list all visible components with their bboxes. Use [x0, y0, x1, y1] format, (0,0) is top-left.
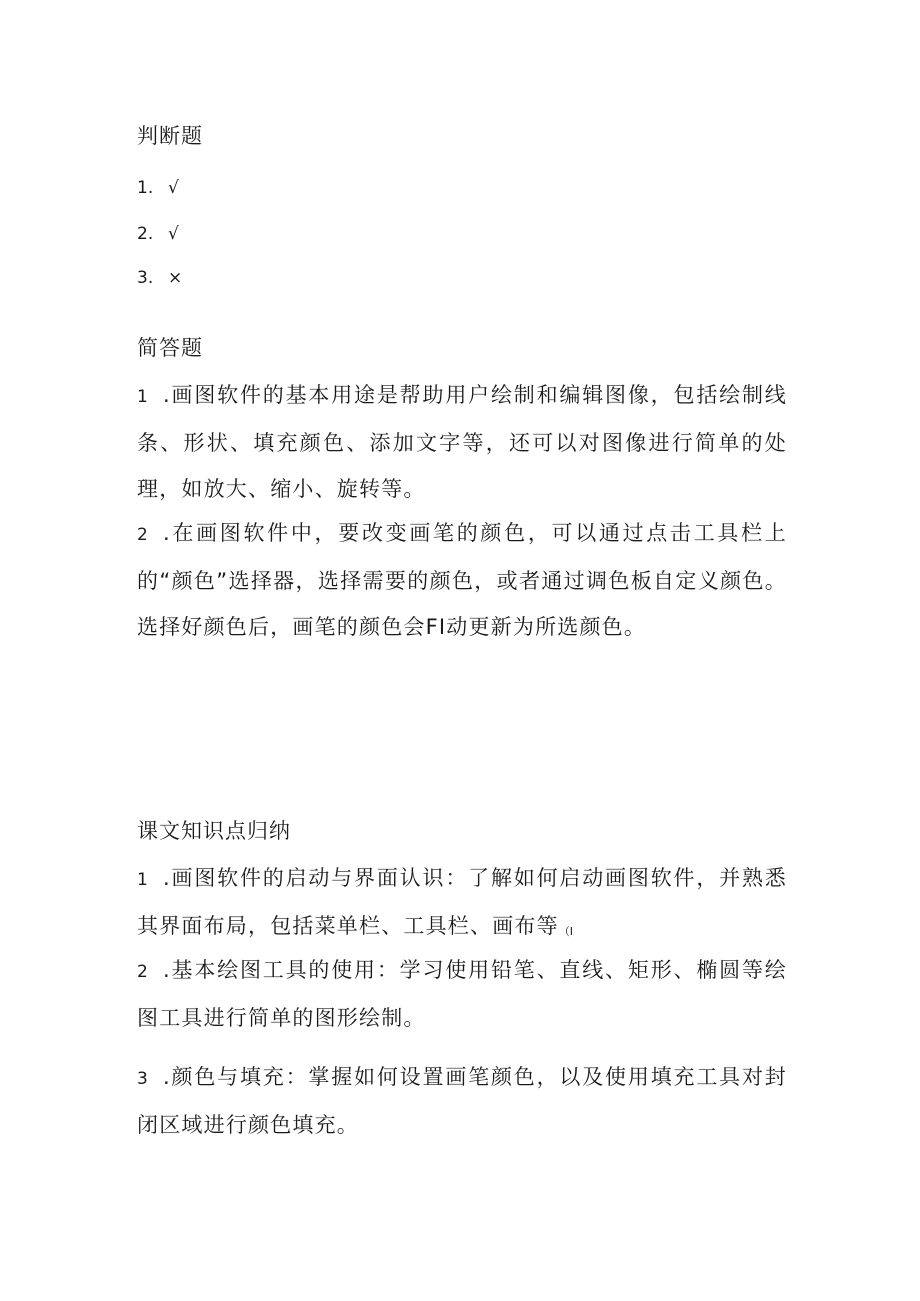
paragraph-text: .画图软件的启动与界面认识：了解如何启动画图软件，并熟悉其界面布局，包括菜单栏、工具栏、画布等: [137, 866, 787, 938]
item-number: 1: [137, 870, 150, 890]
cross-mark: ×: [168, 268, 183, 288]
judgment-item: [137, 222, 179, 246]
judgment-item: [137, 176, 179, 200]
summary-paragraph: [137, 1054, 787, 1148]
short-answer-paragraph: [137, 510, 787, 650]
short-answer-paragraph: [137, 372, 787, 512]
paragraph-tail: （I: [558, 925, 574, 938]
judgment-heading: 判断题: [137, 124, 203, 148]
summary-heading: 课文知识点归纳: [137, 819, 291, 843]
check-mark: √: [168, 224, 179, 244]
judgment-item: [137, 266, 182, 290]
item-number: 2: [137, 525, 150, 545]
summary-paragraph: [137, 947, 787, 1041]
item-number: 1: [137, 387, 150, 407]
paragraph-text: .画图软件的基本用途是帮助用户绘制和编辑图像，包括绘制线条、形状、填充颜色、添加文字等，还可以对图像进行简单的处理，如放大、缩小、旋转等。: [137, 383, 787, 501]
check-mark: √: [168, 178, 179, 198]
paragraph-text: .颜色与填充：掌握如何设置画笔颜色，以及使用填充工具对封闭区域进行颜色填充。: [137, 1065, 787, 1137]
summary-paragraph: [137, 855, 787, 955]
short-answer-heading: 简答题: [137, 336, 203, 360]
paragraph-text: .在画图软件中，要改变画笔的颜色，可以通过点击工具栏上的“颜色”选择器，选择需要的颜色，或者通过调色板自定义颜色。选择好颜色后，画笔的颜色会FI动更新为所选颜色。: [137, 521, 787, 639]
item-number: 2.: [137, 224, 154, 244]
item-number: 3: [137, 1069, 150, 1089]
item-number: 2: [137, 962, 150, 982]
item-number: 1.: [137, 178, 154, 198]
item-number: 3.: [137, 268, 154, 288]
paragraph-text: .基本绘图工具的使用：学习使用铅笔、直线、矩形、椭圆等绘图工具进行简单的图形绘制。: [137, 958, 787, 1030]
